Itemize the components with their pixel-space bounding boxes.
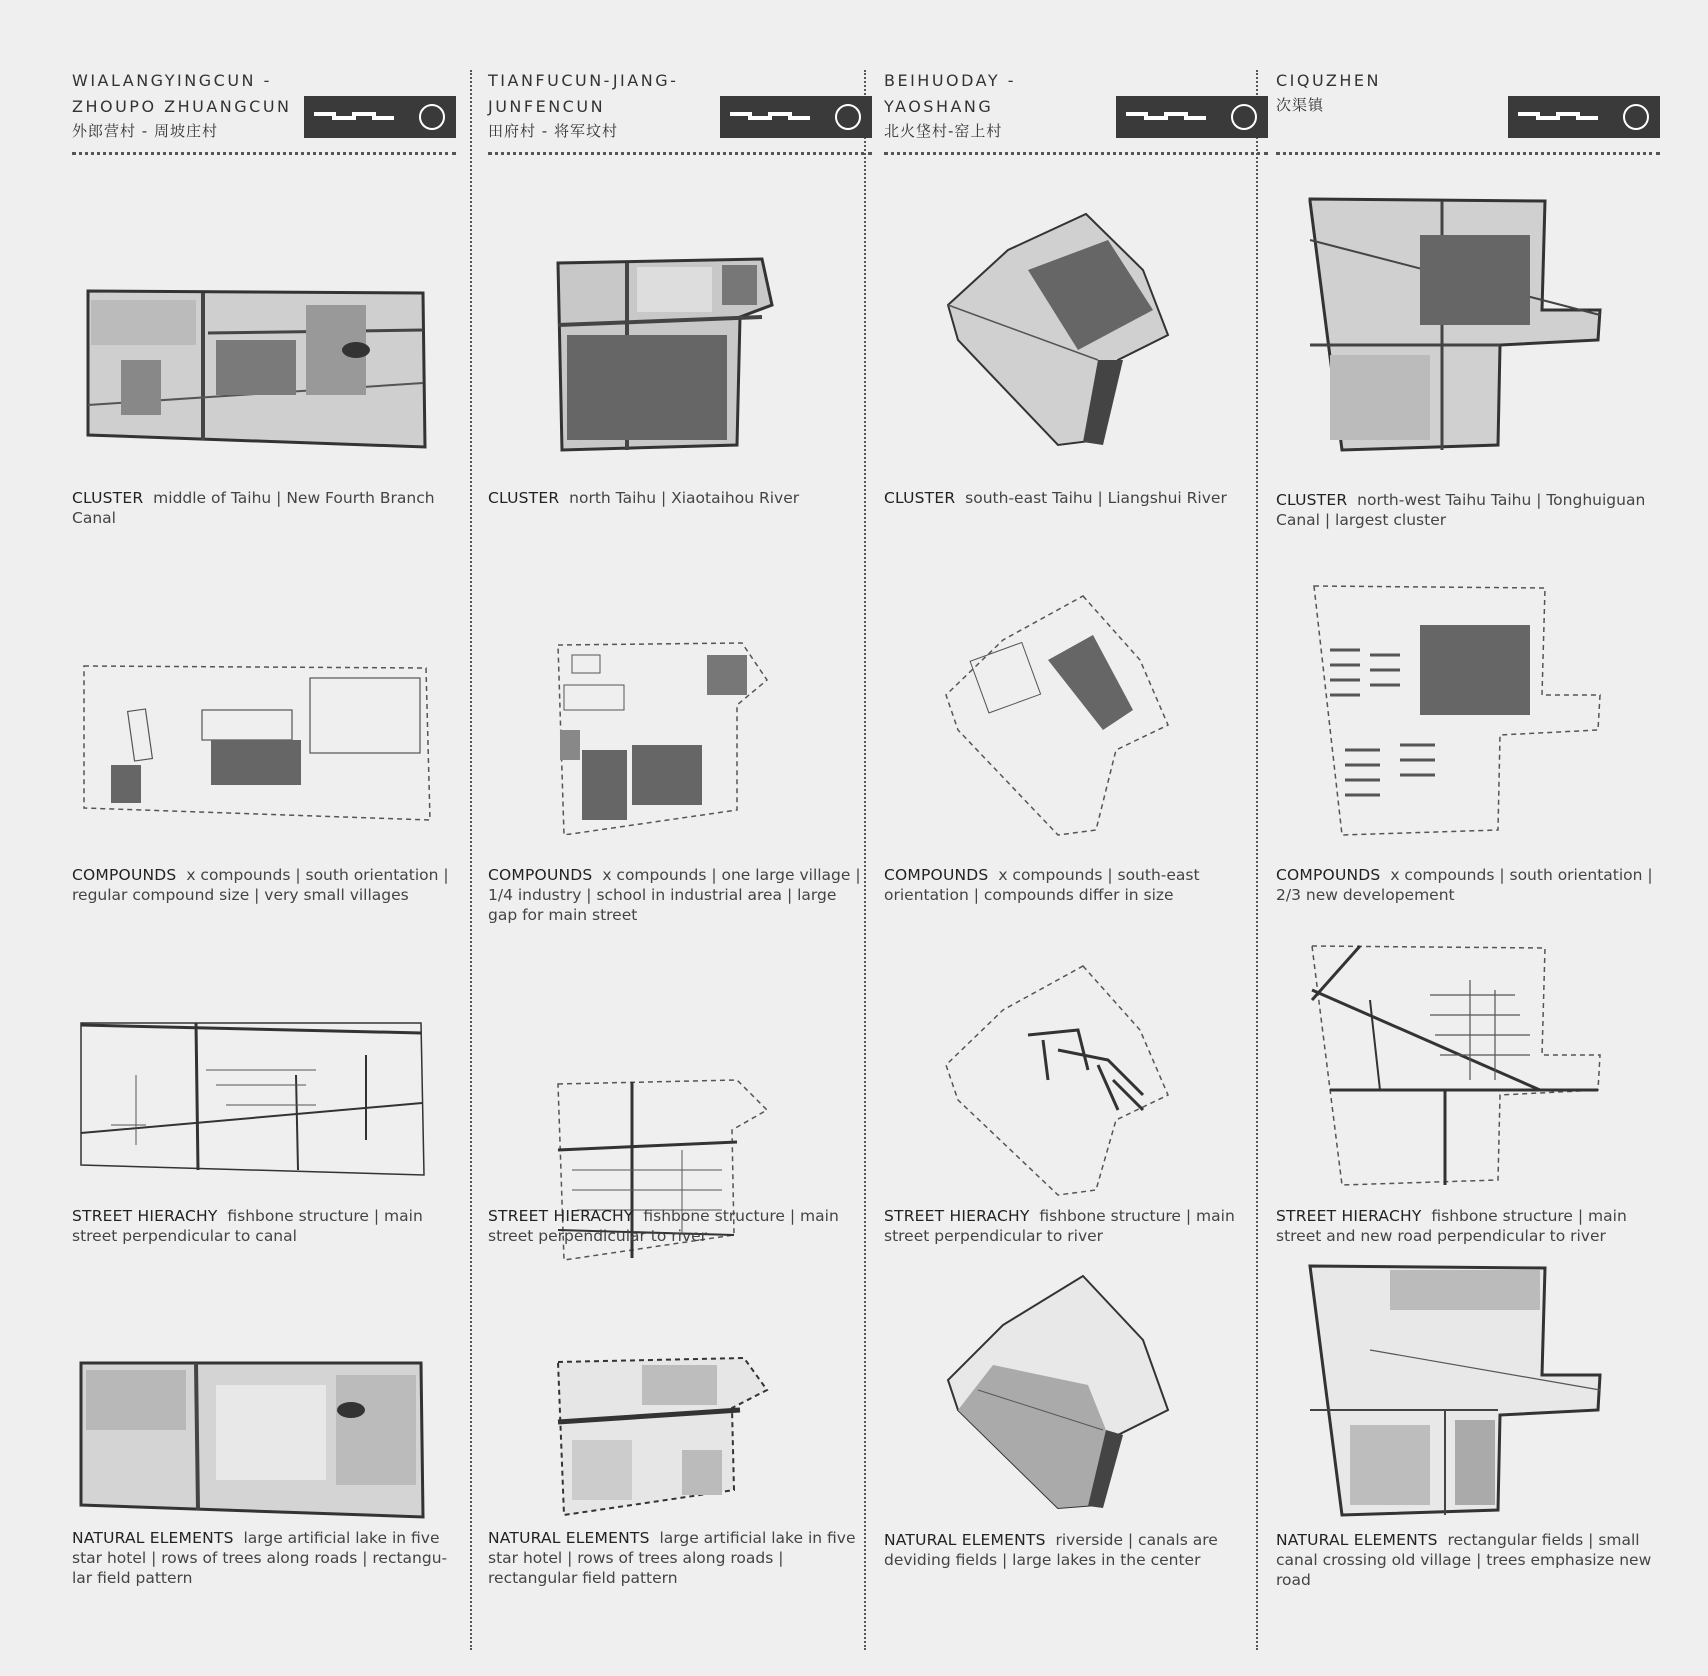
- caption-text: riverside | canals are deviding fields | large lakes in the center: [884, 1531, 1218, 1569]
- natural-elements-map: [66, 1355, 456, 1525]
- caption-label: CLUSTER: [884, 489, 956, 507]
- column-beihuoday: [878, 60, 1268, 1660]
- scale-bar-north-icon: [1508, 96, 1660, 138]
- caption-label: COMPOUNDS: [488, 866, 593, 884]
- caption-street-hierarchy: [884, 1206, 1264, 1246]
- street-hierarchy-map: [66, 1015, 456, 1185]
- caption-label: COMPOUNDS: [1276, 866, 1381, 884]
- caption-text: rectangular fields | small canal crossing old village | trees emphasize new road: [1276, 1531, 1652, 1589]
- caption-text: fishbone structure | main street perpendicular to canal: [72, 1207, 423, 1245]
- caption-cluster: [72, 488, 452, 528]
- caption-label: STREET HIERACHY: [884, 1207, 1030, 1225]
- scale-bar-north-icon: [720, 96, 872, 138]
- column-wialangyingcun: [66, 60, 456, 1660]
- header-rule: [884, 152, 1268, 155]
- caption-street-hierarchy: [1276, 1206, 1656, 1246]
- caption-compounds: [72, 865, 452, 905]
- scale-north-badge: [1116, 96, 1268, 138]
- caption-label: NATURAL ELEMENTS: [1276, 1531, 1438, 1549]
- column-title: BEIHUODAY - YAOSHANG: [884, 71, 1017, 116]
- caption-street-hierarchy: [72, 1206, 452, 1246]
- caption-natural-elements: [488, 1528, 868, 1588]
- caption-label: NATURAL ELEMENTS: [488, 1529, 650, 1547]
- scale-north-badge: [720, 96, 872, 138]
- caption-label: STREET HIERACHY: [1276, 1207, 1422, 1225]
- caption-label: STREET HIERACHY: [488, 1207, 634, 1225]
- caption-label: CLUSTER: [488, 489, 560, 507]
- caption-natural-elements: [884, 1530, 1264, 1570]
- scale-bar-north-icon: [304, 96, 456, 138]
- column-title: WIALANGYINGCUN - ZHOUPO ZHUANGCUN: [72, 71, 292, 116]
- caption-cluster: [1276, 490, 1656, 530]
- caption-text: fishbone structure | main street perpendicular to river: [488, 1207, 839, 1245]
- caption-label: NATURAL ELEMENTS: [884, 1531, 1046, 1549]
- caption-text: fishbone structure | main street and new road perpendicular to river: [1276, 1207, 1627, 1245]
- compounds-map: [482, 635, 872, 835]
- natural-elements-map: [482, 1350, 872, 1530]
- caption-text: south-east Taihu | Liangshui River: [965, 489, 1227, 507]
- caption-text: fishbone structure | main street perpendicular to river: [884, 1207, 1235, 1245]
- natural-elements-map: [1270, 1260, 1660, 1520]
- cluster-map: [1270, 195, 1660, 455]
- caption-label: CLUSTER: [72, 489, 144, 507]
- caption-text: x compounds | south-east orientation | compounds differ in size: [884, 866, 1200, 904]
- caption-label: NATURAL ELEMENTS: [72, 1529, 234, 1547]
- cluster-map: [878, 210, 1268, 450]
- compounds-map: [66, 660, 456, 830]
- column-tianfucun: [482, 60, 872, 1660]
- caption-text: x compounds | one large village | 1/4 industry | school in industrial area | large gap for main street: [488, 866, 861, 924]
- column-title: TIANFUCUN-JIANG- JUNFENCUN: [488, 71, 679, 116]
- scale-north-badge: [304, 96, 456, 138]
- caption-text: x compounds | south orientation | regular compound size | very small villages: [72, 866, 449, 904]
- header-rule: [488, 152, 872, 155]
- caption-label: CLUSTER: [1276, 491, 1348, 509]
- scale-bar-north-icon: [1116, 96, 1268, 138]
- caption-text: large artificial lake in five star hotel | rows of trees along roads | rectangu-lar field pattern: [72, 1529, 448, 1587]
- column-ciquzhen: [1270, 60, 1660, 1660]
- street-hierarchy-map: [1270, 940, 1660, 1190]
- caption-text: north-west Taihu Taihu | Tonghuiguan Canal | largest cluster: [1276, 491, 1646, 529]
- cluster-map: [482, 255, 872, 455]
- header-rule: [1276, 152, 1660, 155]
- compounds-map: [878, 590, 1268, 840]
- caption-text: large artificial lake in five star hotel | rows of trees along roads | rectangular field pattern: [488, 1529, 856, 1587]
- column-separator: [470, 70, 472, 1650]
- caption-label: STREET HIERACHY: [72, 1207, 218, 1225]
- caption-text: x compounds | south orientation | 2/3 new developement: [1276, 866, 1653, 904]
- caption-compounds: [884, 865, 1264, 905]
- column-title-chinese: 田府村 - 将军坟村: [488, 122, 618, 140]
- caption-label: COMPOUNDS: [72, 866, 177, 884]
- caption-street-hierarchy: [488, 1206, 868, 1246]
- caption-text: north Taihu | Xiaotaihou River: [569, 489, 800, 507]
- caption-compounds: [1276, 865, 1656, 905]
- column-title-chinese: 北火垡村-窑上村: [884, 122, 1003, 140]
- caption-natural-elements: [72, 1528, 452, 1588]
- natural-elements-map: [878, 1270, 1268, 1510]
- caption-natural-elements: [1276, 1530, 1656, 1590]
- scale-north-badge: [1508, 96, 1660, 138]
- column-title-chinese: 次渠镇: [1276, 96, 1325, 114]
- street-hierarchy-map: [878, 960, 1268, 1200]
- caption-label: COMPOUNDS: [884, 866, 989, 884]
- caption-text: middle of Taihu | New Fourth Branch Canal: [72, 489, 435, 527]
- caption-cluster: [884, 488, 1264, 508]
- cluster-map: [66, 285, 456, 455]
- caption-cluster: [488, 488, 868, 508]
- compounds-map: [1270, 580, 1660, 840]
- column-title: CIQUZHEN: [1276, 71, 1381, 90]
- caption-compounds: [488, 865, 868, 925]
- column-title-chinese: 外郎营村 - 周坡庄村: [72, 122, 218, 140]
- header-rule: [72, 152, 456, 155]
